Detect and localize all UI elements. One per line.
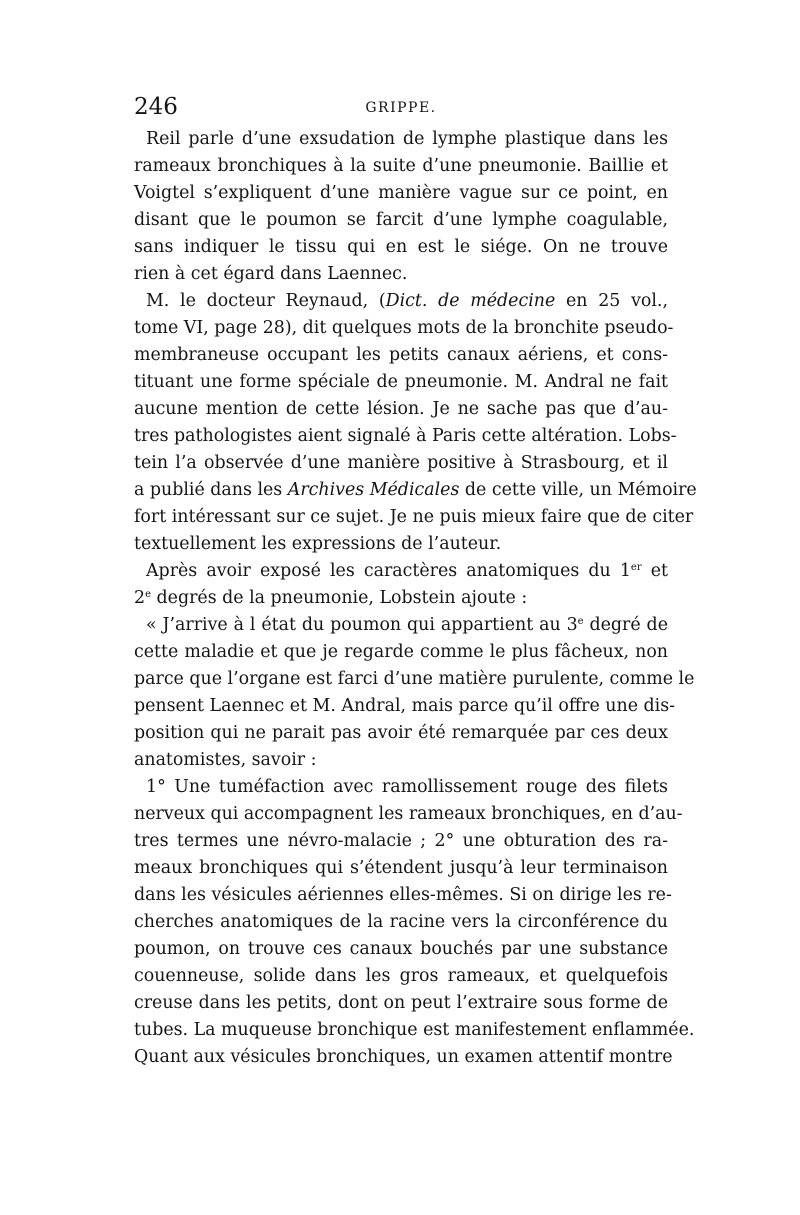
text-line: tres termes une névro-malacie ; 2° une obturation des ra- (134, 831, 668, 851)
text-line: cherches anatomiques de la racine vers la circonférence du (134, 912, 668, 932)
text-line: pensent Laennec et M. Andral, mais parce qu’il offre une dis- (134, 696, 676, 716)
text-line: Reil parle d’une exsudation de lymphe plastique dans les (146, 129, 668, 149)
text-line: tubes. La muqueuse bronchique est manifestement enflammée. (134, 1020, 695, 1040)
text-line: parce que l’organe est farci d’une matière purulente, comme le (134, 669, 695, 689)
text-line: Après avoir exposé les caractères anatomiques du 1er et (146, 561, 668, 581)
page-number: 246 (134, 94, 178, 120)
text-line: aucune mention de cette lésion. Je ne sache pas que d’au- (134, 399, 668, 419)
text-line: disant que le poumon se farcit d’une lymphe coagulable, (134, 210, 668, 230)
text-line: Voigtel s’expliquent d’une manière vague sur ce point, en (134, 183, 668, 203)
text-line: rameaux bronchiques à la suite d’une pneumonie. Baillie et (134, 156, 668, 176)
text-line: poumon, on trouve ces canaux bouchés par une substance (134, 939, 668, 959)
text-line: textuellement les expressions de l’auteur. (134, 534, 502, 554)
text-line: membraneuse occupant les petits canaux aériens, et cons- (134, 345, 668, 365)
page-header (134, 94, 668, 126)
text-line: tituant une forme spéciale de pneumonie. M. Andral ne fait (134, 372, 668, 392)
text-line: anatomistes, savoir : (134, 750, 317, 770)
text-line: creuse dans les petits, dont on peut l’extraire sous forme de (134, 993, 668, 1013)
text-line: a publié dans les Archives Médicales de cette ville, un Mémoire (134, 480, 697, 500)
text-line: tein l’a observée d’une manière positive à Strasbourg, et il (134, 453, 668, 473)
text-line: couenneuse, solide dans les gros rameaux, et quelquefois (134, 966, 668, 986)
text-line: nerveux qui accompagnent les rameaux bronchiques, en d’au- (134, 804, 683, 824)
journal-title: Archives Médicales (287, 480, 460, 500)
text-line: « J’arrive à l état du poumon qui appartient au 3e degré de (146, 615, 668, 635)
text-line: dans les vésicules aériennes elles-mêmes. Si on dirige les re- (134, 885, 672, 905)
text-line: tres pathologistes aient signalé à Paris cette altération. Lobs- (134, 426, 677, 446)
text-line: Quant aux vésicules bronchiques, un examen attentif montre (134, 1047, 673, 1067)
text-line: tome VI, page 28), dit quelques mots de la bronchite pseudo- (134, 318, 674, 338)
text-line: position qui ne parait pas avoir été remarquée par ces deux (134, 723, 668, 743)
text-line: cette maladie et que je regarde comme le plus fâcheux, non (134, 642, 668, 662)
text-line: rien à cet égard dans Laennec. (134, 264, 408, 284)
text-line: fort intéressant sur ce sujet. Je ne puis mieux faire que de citer (134, 507, 694, 527)
text-line: M. le docteur Reynaud, (Dict. de médecine en 25 vol., (146, 291, 668, 311)
text-line: sans indiquer le tissu qui en est le siége. On ne trouve (134, 237, 668, 257)
body-text (134, 126, 697, 1071)
running-title: GRIPPE. (365, 100, 437, 116)
citation-title: Dict. de médecine (385, 291, 556, 311)
text-line: meaux bronchiques qui s’étendent jusqu’à leur terminaison (134, 858, 668, 878)
text-line: 2e degrés de la pneumonie, Lobstein ajoute : (134, 588, 528, 608)
text-line: 1° Une tuméfaction avec ramollissement rouge des filets (146, 777, 668, 797)
